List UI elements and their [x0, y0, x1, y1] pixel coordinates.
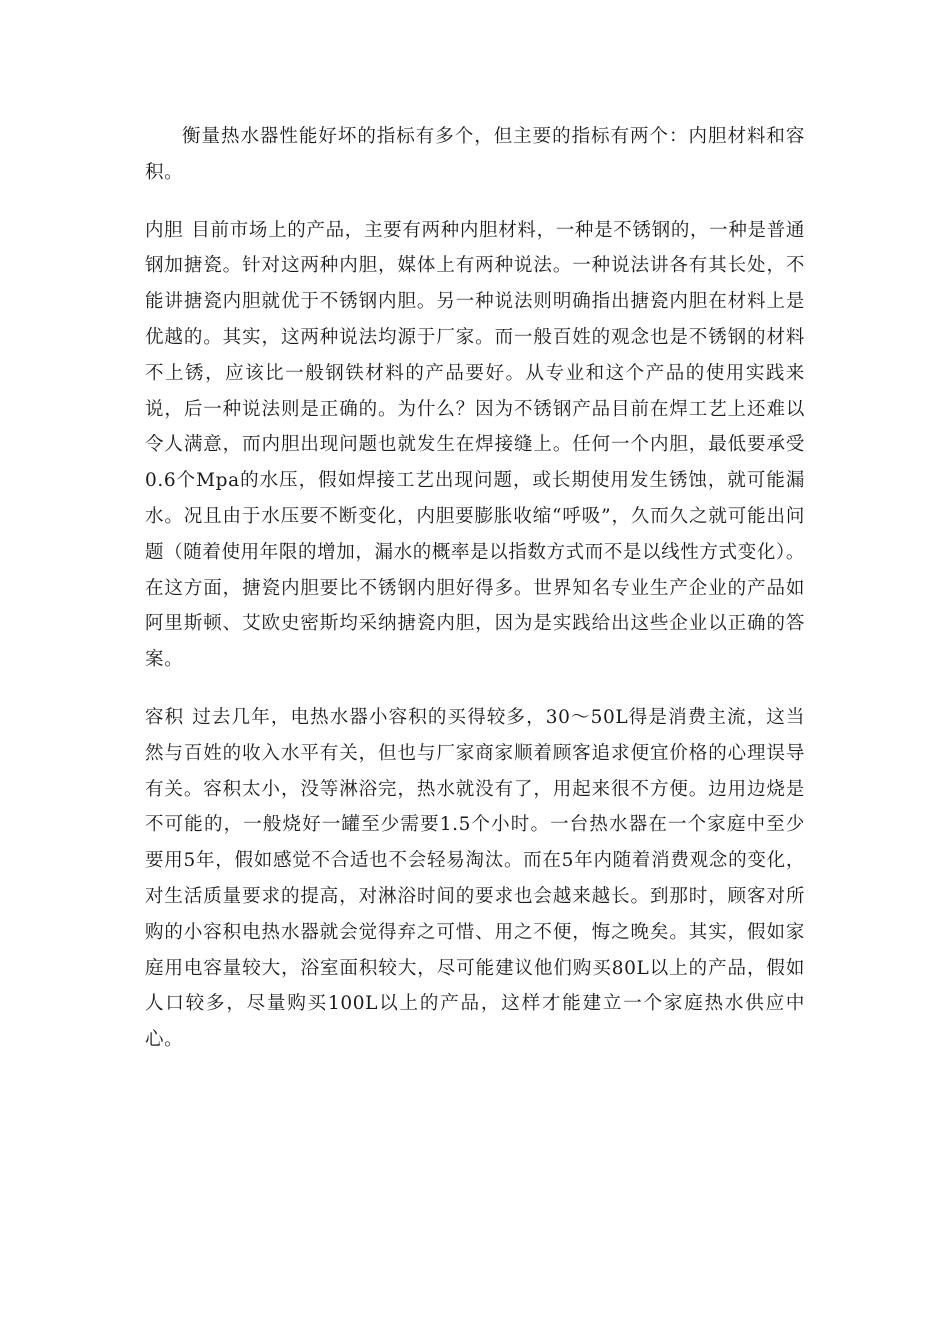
intro-paragraph: 衡量热水器性能好坏的指标有多个，但主要的指标有两个：内胆材料和容积。: [145, 126, 805, 183]
document-body: [145, 119, 805, 1080]
section-heading-inner-tank: 内胆: [145, 219, 184, 241]
section-capacity: [145, 700, 805, 1058]
section-inner-tank: [145, 213, 805, 678]
section-body-inner-tank: 目前市场上的产品，主要有两种内胆材料，一种是不锈钢的，一种是普通钢加搪瓷。针对这两种内胆，媒体上有两种说法。一种说法讲各有其长处，不能讲搪瓷内胆就优于不锈钢内胆。另一种说法则明确指出搪瓷内胆在材料上是优越的。其实，这两种说法均源于厂家。而一般百姓的观念也是不锈钢的材料不上锈，应该比一般钢铁材料的产品要好。从专业和这个产品的使用实践来说，后一种说法则是正确的。为什么？因为不锈钢产品目前在焊工艺上还难以令人满意，而内胆出现问题也就发生在焊接缝上。任何一个内胆，最低要承受0.6个Mpa的水压，假如焊接工艺出现问题，或长期使用发生锈蚀，就可能漏水。况且由于水压要不断变化，内胆要膨胀收缩“呼吸”，久而久之就可能出问题（随着使用年限的增加，漏水的概率是以指数方式而不是以线性方式变化）。在这方面，搪瓷内胆要比不锈钢内胆好得多。世界知名专业生产企业的产品如阿里斯顿、艾欧史密斯均采纳搪瓷内胆，因为是实践给出这些企业以正确的答案。: [145, 219, 805, 671]
section-body-capacity: 过去几年，电热水器小容积的买得较多，30～50L得是消费主流，这当然与百姓的收入水平有关，但也与厂家商家顺着顾客追求便宜价格的心理误导有关。容积太小，没等淋浴完，热水就没有了，用起来很不方便。边用边烧是不可能的，一般烧好一罐至少需要1.5个小时。一台热水器在一个家庭中至少要用5年，假如感觉不合适也不会轻易淘汰。而在5年内随着消费观念的变化，对生活质量要求的提高，对淋浴时间的要求也会越来越长。到那时，顾客对所购的小容积电热水器就会觉得弃之可惜、用之不便，悔之晚矣。其实，假如家庭用电容量较大，浴室面积较大，尽可能建议他们购买80L以上的产品，假如人口较多，尽量购买100L以上的产品，这样才能建立一个家庭热水供应中心。: [145, 706, 806, 1051]
section-heading-capacity: 容积: [145, 706, 185, 728]
